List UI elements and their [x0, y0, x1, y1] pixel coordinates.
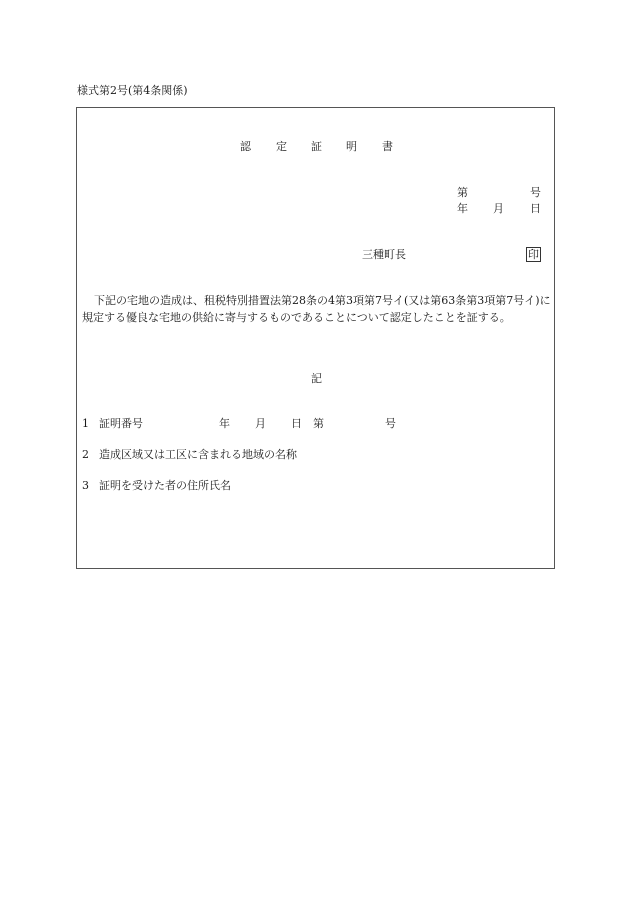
certificate-frame: [76, 107, 555, 569]
item-number: 2: [82, 448, 89, 461]
item-dai: 第: [313, 417, 324, 430]
item-label: 証明番号: [99, 417, 143, 430]
seal-mark: [526, 247, 541, 262]
number-dai: 第: [457, 186, 468, 199]
item-day: 日: [291, 417, 302, 430]
date-day: 日: [530, 202, 541, 215]
date-year: 年: [457, 202, 468, 215]
item-month: 月: [255, 417, 266, 430]
seal-char: 印: [528, 248, 539, 261]
date-month: 月: [493, 202, 504, 215]
item-label: 造成区域又は工区に含まれる地域の名称: [99, 448, 297, 461]
title-char: 認: [240, 140, 251, 153]
item-year: 年: [219, 417, 230, 430]
title-char: 定: [276, 140, 287, 153]
number-go: 号: [530, 186, 541, 199]
item-number: 3: [82, 479, 89, 492]
title-char: 書: [382, 140, 393, 153]
item-go: 号: [385, 417, 396, 430]
title-char: 証: [311, 140, 322, 153]
title-char: 明: [346, 140, 357, 153]
item-number: 1: [82, 417, 89, 430]
item-label: 証明を受けた者の住所氏名: [99, 479, 231, 492]
form-label: 様式第2号(第4条関係): [77, 84, 188, 97]
certificate-body: 下記の宅地の造成は、租税特別措置法第28条の4第3項第7号イ(又は第63条第3項第7号イ)に規定する優良な宅地の供給に寄与するものであることについて認定したことを証する。: [82, 294, 551, 324]
issuer-name: 三種町長: [362, 248, 406, 261]
ki-heading: 記: [311, 372, 322, 385]
